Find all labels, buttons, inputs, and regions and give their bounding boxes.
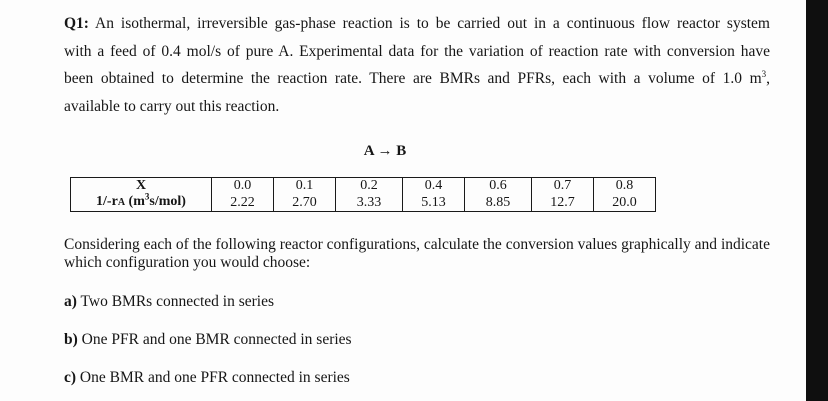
rate-data-table: [70, 177, 656, 212]
table-cell: 0.2: [336, 178, 403, 195]
table-cell: 3.33: [336, 194, 403, 212]
instructions-paragraph: Considering each of the following reactor configurations, calculate the conversion values graphically and indicate which configuration you would choose:: [64, 236, 770, 271]
conversion-header: X: [71, 178, 212, 195]
reaction-equation: A → B: [363, 143, 407, 159]
option-c: c) One BMR and one PFR connected in series: [64, 369, 350, 386]
table-cell: 0.6: [465, 178, 532, 195]
table-cell: 0.4: [403, 178, 465, 195]
option-b: b) One PFR and one BMR connected in series: [64, 331, 352, 348]
table-cell: 8.85: [465, 194, 532, 212]
table-cell: 12.7: [532, 194, 594, 212]
table-cell: 2.22: [212, 194, 274, 212]
table-cell: 0.7: [532, 178, 594, 195]
question-paragraph: [64, 10, 770, 120]
inverse-rate-header: 1/-rA $(m^3s/mol)$: [71, 194, 212, 212]
question-number: Q1:: [64, 15, 89, 32]
table-cell: 0.1: [274, 178, 336, 195]
question-line-4: available to carry out this reaction.: [64, 97, 280, 115]
question-line-3: been obtained to determine the reaction rate. There are BMRs and PFRs, each with a volume of 1.0 $m^3$,: [64, 68, 770, 87]
table-cell: 20.0: [594, 194, 656, 212]
table-cell: 0.8: [594, 178, 656, 195]
table-cell: 0.0: [212, 178, 274, 195]
table-cell: 5.13: [403, 194, 465, 212]
table-cell: 2.70: [274, 194, 336, 212]
question-line-2: with a feed of 0.4 mol/s of pure A. Experimental data for the variation of reaction rate with conversion have: [64, 42, 770, 60]
inverse-rate-row: [71, 194, 656, 212]
option-a: a) Two BMRs connected in series: [64, 293, 275, 310]
volume-superscript: 3: [761, 68, 767, 79]
question-line-1: Q1: An isothermal, irreversible gas-phase reaction is to be carried out in a continuous flow reactor system: [64, 15, 770, 32]
conversion-row: [71, 178, 656, 195]
